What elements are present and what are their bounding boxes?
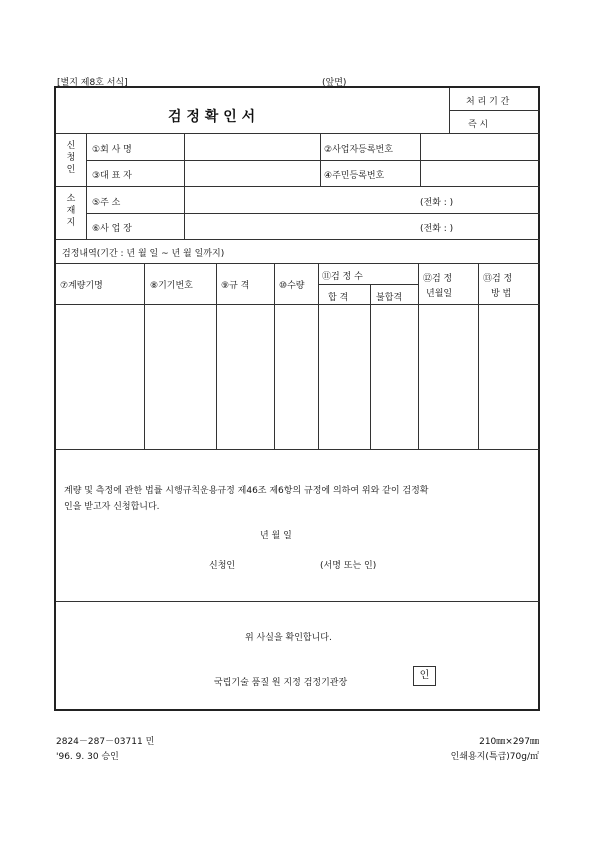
applicant-signature-label: 신청인 — [209, 561, 236, 571]
paper-size: 210㎜×297㎜ — [479, 737, 539, 747]
business-reg-no-label: ②사업자등록번호 — [324, 145, 393, 155]
seal-box: 인 — [413, 666, 436, 686]
company-name-label: ①회 사 명 — [92, 145, 132, 155]
form-number: [별지 제8호 서식] — [57, 78, 128, 88]
workplace-label: ⑥사 업 장 — [92, 224, 132, 234]
col-spec: ⑨규 격 — [221, 281, 250, 291]
page-side-label: (앞면) — [322, 78, 347, 88]
confirmation-text: 위 사실을 확인합니다. — [245, 633, 332, 643]
statement-line-1: 계량 및 측정에 관한 법률 시행규칙운용규정 제46조 제6항의 규정에 의하여 위와 같이 검정확 — [64, 486, 429, 496]
col-pass: 합 격 — [328, 293, 349, 303]
col-fail: 불합격 — [376, 293, 403, 303]
col-inspection-date-line1: ⑫검 정 — [423, 274, 453, 284]
location-section-label: 소 재 지 — [66, 194, 76, 228]
processing-period-value: 즉 시 — [468, 120, 489, 130]
sign-or-seal-label: (서명 또는 인) — [320, 561, 377, 571]
form-code: 2824－287－03711 민 — [56, 737, 155, 747]
approval-date: '96. 9. 30 승인 — [56, 752, 119, 762]
application-date: 년 월 일 — [260, 531, 292, 541]
col-inspection-date-line2: 년월일 — [426, 289, 453, 299]
phone-field-1: (전화 : ) — [420, 198, 454, 208]
representative-label: ③대 표 자 — [92, 171, 132, 181]
processing-period-label: 처 리 기 간 — [466, 97, 510, 107]
applicant-section-label: 신 청 인 — [66, 141, 76, 175]
statement-line-2: 인을 받고자 신청합니다. — [64, 502, 160, 512]
address-label: ⑤주 소 — [92, 198, 121, 208]
phone-field-2: (전화 : ) — [420, 224, 454, 234]
col-inspection-method-line2: 방 법 — [491, 289, 512, 299]
col-device-number: ⑧기기번호 — [150, 281, 193, 291]
certifying-agency: 국립기술 품질 원 지정 검정기관장 — [214, 678, 348, 688]
resident-reg-no-label: ④주민등록번호 — [324, 171, 385, 181]
col-inspection-count: ⑪검 정 수 — [322, 272, 363, 282]
col-instrument-name: ⑦계량기명 — [60, 281, 103, 291]
col-quantity: ⑩수량 — [279, 281, 305, 291]
col-inspection-method-line1: ⑬검 정 — [483, 274, 513, 284]
paper-spec: 인쇄용지(특급)70g/㎡ — [450, 752, 539, 762]
form-title: 검 정 확 인 서 — [168, 109, 256, 125]
inspection-period: 검정내역(기간 : 년 월 일 ~ 년 월 일까지) — [62, 249, 225, 259]
inspection-confirmation-form — [54, 86, 540, 711]
